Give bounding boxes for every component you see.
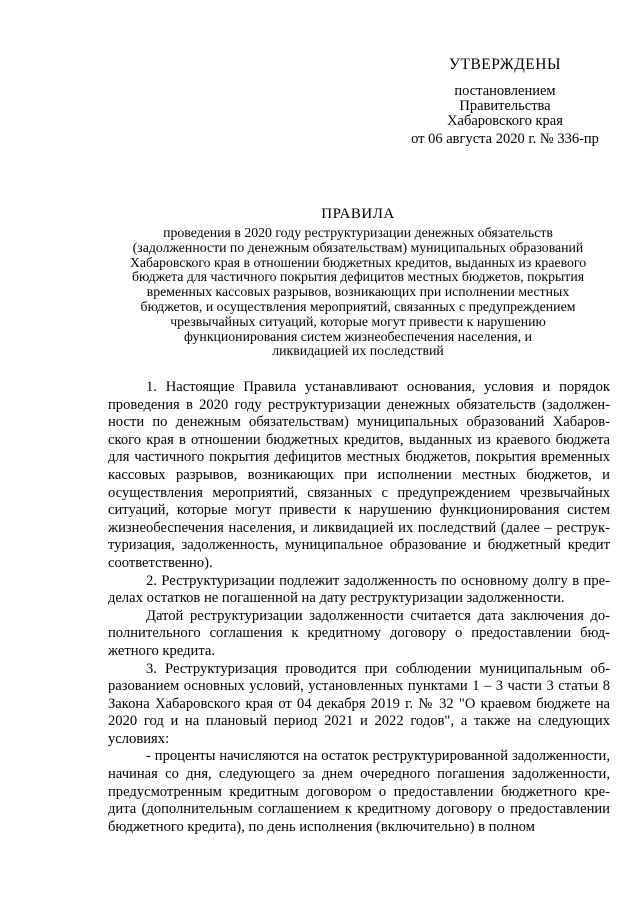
document-subtitle <box>108 226 608 359</box>
approval-heading: УТВЕРЖДЕНЫ <box>449 56 561 73</box>
subtitle-line: чрезвычайных ситуаций, которые могут привести к нарушению <box>170 313 546 329</box>
paragraph: Датой реструктуризации задолженности считается дата заключения дополнительного соглашения к кредитному договору о предоставлении бюджетного кредита. <box>108 607 610 659</box>
subtitle-line: функционирования систем жизнеобеспечения населения, и <box>183 328 533 344</box>
approval-block <box>400 57 610 147</box>
subtitle-line: временных кассовых разрывов, возникающих при исполнении местных <box>146 284 570 300</box>
paragraph: 2. Реструктуризации подлежит задолженность по основному долгу в пределах остатков не погашенной на дату реструктуризации задолженности. <box>108 572 610 607</box>
paragraph: 3. Реструктуризация проводится при соблюдении муниципальным образованием основных условий, установленных пунктами 1 – 3 части 3 статьи 8 Закона Хабаровского края от 04 декабря 2019 г. № 32 "О краевом бюджете на 2020 год и на плановый период 2021 и 2022 годов", а также на следующих условиях: <box>108 660 610 747</box>
paragraph: - проценты начисляются на остаток реструктурированной задолженности, начиная со дня, следующего за днем очередного погашения задолженности, предусмотренным кредитным договором о предоставлении бюджетного кредита (дополнительным соглашением к кредитному договору о предоставлении бюджетного кредита), по день исполнения (включительно) в полном <box>108 748 610 835</box>
approval-date: от 06 августа 2020 г. № 336-пр <box>411 131 599 147</box>
approval-line: постановлением <box>454 83 556 99</box>
document-body <box>108 379 610 836</box>
document-title: ПРАВИЛА <box>321 206 395 222</box>
subtitle-line: проведения в 2020 году реструктуризации денежных обязательств <box>163 225 553 240</box>
subtitle-line: (задолженности по денежным обязательствам) муниципальных образований <box>132 239 584 255</box>
subtitle-line: бюджетов, и осуществления мероприятий, связанных с предупреждением <box>140 298 576 314</box>
subtitle-line: ликвидацией их последствий <box>272 343 444 359</box>
approval-line: Хабаровского края <box>447 113 563 129</box>
subtitle-line: Хабаровского края в отношении бюджетных кредитов, выданных из краевого <box>129 254 587 270</box>
paragraph: 1. Настоящие Правила устанавливают основания, условия и порядок проведения в 2020 году реструктуризации денежных обязательств (задолженности по денежным обязательствам) муниципальных образований Хабаровского края в отношении бюджетных кредитов, выданных из краевого бюджета для частичного покрытия дефицитов местных бюджетов, покрытия временных кассовых разрывов, возникающих при исполнении местных бюджетов, и осуществления мероприятий, связанных с предупреждением чрезвычайных ситуаций, которые могут привести к нарушению функционирования систем жизнеобеспечения населения, и ликвидацией их последствий (далее – реструктуризация, задолженность, муниципальное образование и бюджетный кредит соответственно). <box>108 379 610 571</box>
subtitle-line: бюджета для частичного покрытия дефицитов местных бюджетов, покрытия <box>131 269 585 285</box>
approval-line: Правительства <box>459 98 551 114</box>
